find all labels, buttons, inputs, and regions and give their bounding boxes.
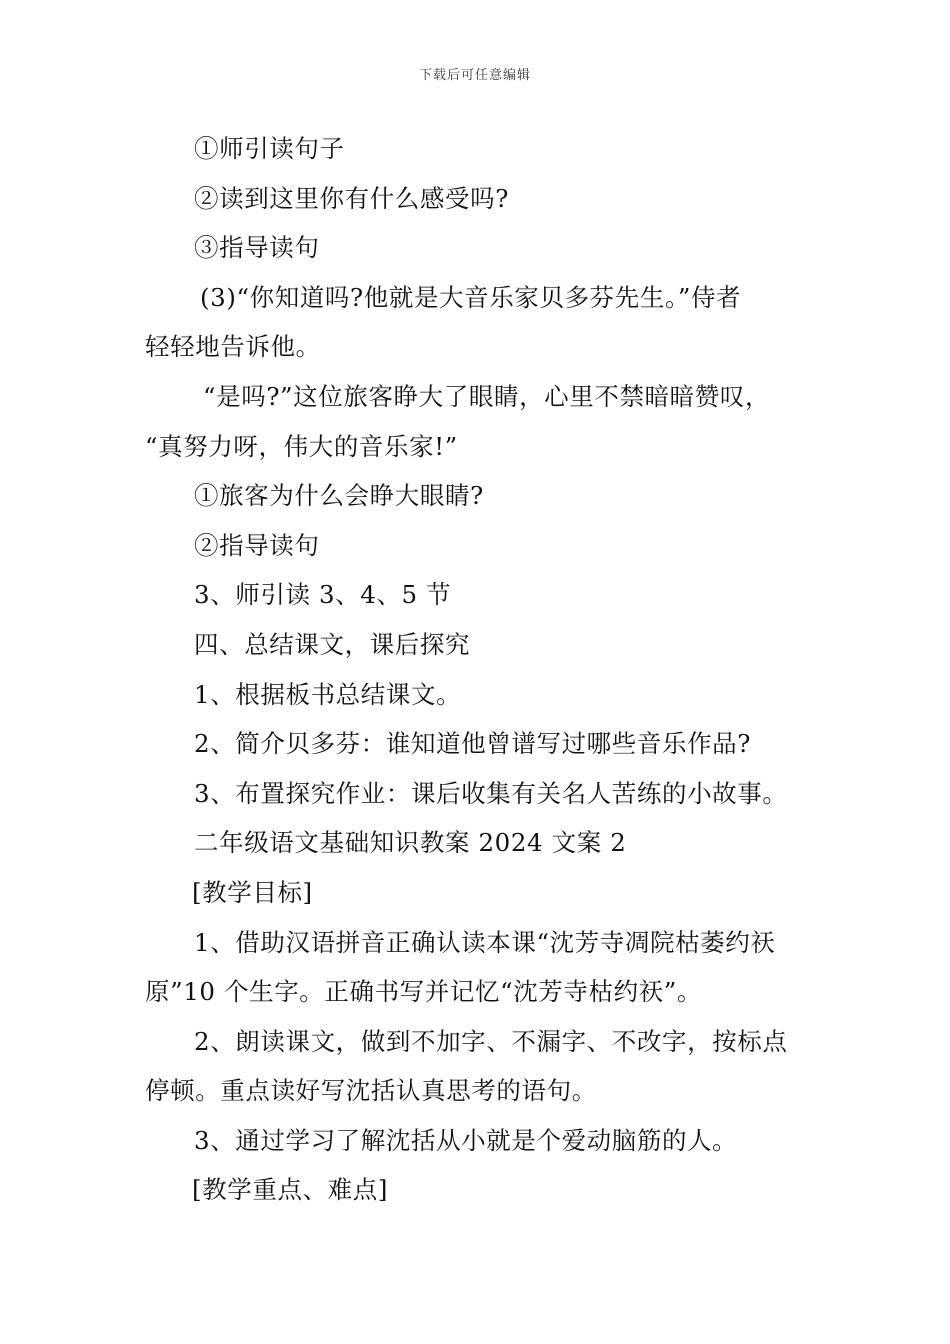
paragraph-line: 3、布置探究作业：课后收集有关名人苦练的小故事。 (194, 778, 788, 808)
paragraph-line: 原”10 个生字。正确书写并记忆“沈芳寺枯约祆”。 (145, 977, 703, 1007)
paragraph-line: “真努力呀，伟大的音乐家!” (145, 431, 458, 461)
paragraph-line: 2、朗读课文，做到不加字、不漏字、不改字，按标点 (194, 1026, 788, 1056)
paragraph-line: 四、总结课文，课后探究 (194, 629, 471, 659)
page-header: 下载后可任意编辑 (418, 68, 531, 83)
section-heading: [教学目标] (192, 877, 313, 907)
paragraph-line: “是吗?”这位旅客睁大了眼睛，心里不禁暗暗赞叹， (203, 381, 771, 411)
paragraph-line: ③指导读句 (194, 233, 320, 263)
paragraph-line: ②读到这里你有什么感受吗? (194, 183, 509, 213)
section-heading: [教学重点、难点] (192, 1175, 389, 1205)
paragraph-line: 1、借助汉语拼音正确认读本课“沈芳寺凋院枯萎约祆 (194, 927, 776, 957)
paragraph-line: ②指导读句 (194, 530, 320, 560)
paragraph-line: ①师引读句子 (194, 134, 345, 163)
paragraph-line: 2、简介贝多芬：谁知道他曾谱写过哪些音乐作品? (194, 729, 752, 759)
paragraph-line: 3、师引读 3、4、5 节 (194, 580, 452, 610)
paragraph-line: (3)“你知道吗?他就是大音乐家贝多芬先生。”侍者 (200, 282, 742, 312)
paragraph-line: 1、根据板书总结课文。 (194, 679, 462, 709)
section-title: 二年级语文基础知识教案 2024 文案 2 (194, 828, 627, 858)
paragraph-line: 轻轻地告诉他。 (145, 332, 321, 362)
paragraph-line: 停顿。重点读好写沈括认真思考的语句。 (145, 1076, 597, 1106)
paragraph-line: ①旅客为什么会睁大眼睛? (194, 481, 484, 511)
paragraph-line: 3、通过学习了解沈括从小就是个爱动脑筋的人。 (194, 1125, 738, 1155)
document-body (145, 124, 810, 1215)
